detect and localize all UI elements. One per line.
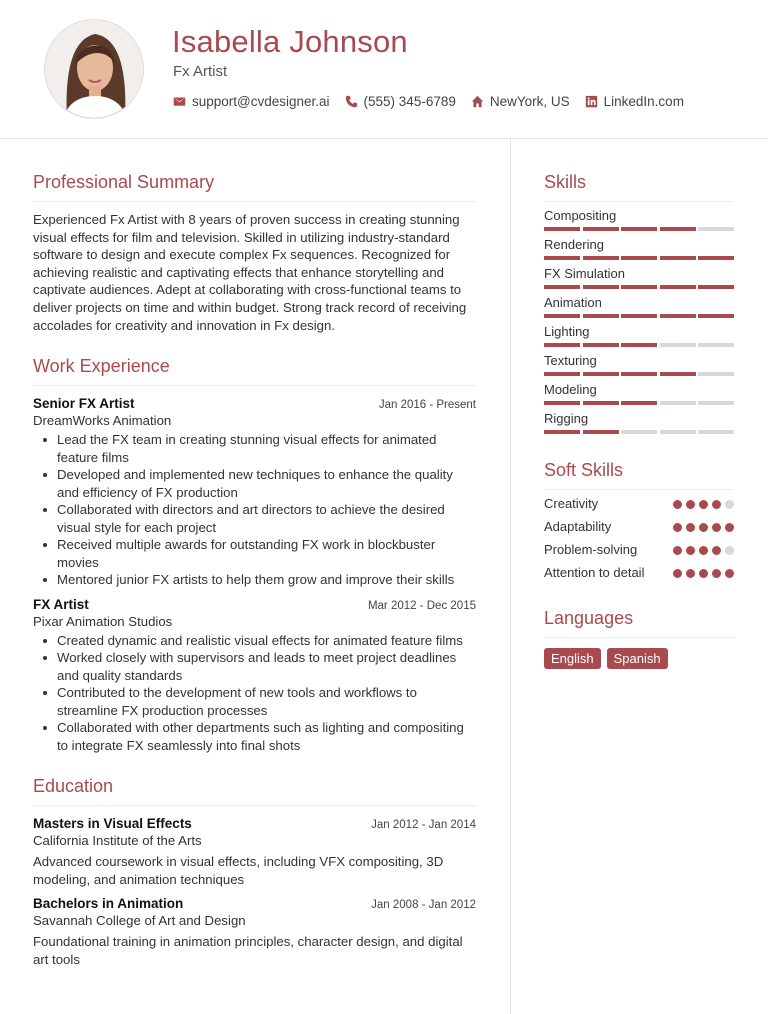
skill-level-segment xyxy=(583,285,619,289)
skill-level-segment xyxy=(621,343,657,347)
skill-level-segment xyxy=(583,314,619,318)
rating-dot xyxy=(686,500,695,509)
phone-icon xyxy=(345,95,358,108)
soft-skill-rating xyxy=(669,546,734,555)
education-entry xyxy=(33,896,476,968)
email-text[interactable]: support@cvdesigner.ai xyxy=(192,94,330,109)
email-icon xyxy=(173,95,186,108)
job-company: DreamWorks Animation xyxy=(33,413,172,429)
candidate-title: Fx Artist xyxy=(173,63,228,80)
rating-dot xyxy=(673,500,682,509)
rating-dot xyxy=(673,523,682,532)
rating-dot xyxy=(725,546,734,555)
skill-level-segment xyxy=(660,256,696,260)
job-bullet: Created dynamic and realistic visual effects for animated feature films xyxy=(33,632,476,650)
profile-photo xyxy=(44,19,144,119)
skill-level-segment xyxy=(698,314,734,318)
summary-heading: Professional Summary xyxy=(33,172,476,202)
skill-name: Animation xyxy=(544,295,602,310)
soft-skills-heading: Soft Skills xyxy=(544,460,734,490)
education-dates: Jan 2008 - Jan 2012 xyxy=(371,899,476,912)
experience-heading: Work Experience xyxy=(33,356,476,386)
languages-section xyxy=(544,608,734,669)
job-bullet: Received multiple awards for outstanding FX work in blockbuster movies xyxy=(33,536,476,571)
languages-heading: Languages xyxy=(544,608,734,638)
job-entry xyxy=(33,597,476,755)
skill-level-bar xyxy=(544,401,734,405)
skill-name: Lighting xyxy=(544,324,590,339)
skill-level-segment xyxy=(698,430,734,434)
skill-name: Compositing xyxy=(544,208,617,223)
skill-level-bar xyxy=(544,285,734,289)
skill-level-segment xyxy=(698,256,734,260)
rating-dot xyxy=(699,546,708,555)
job-bullet: Worked closely with supervisors and leads to meet project deadlines and quality standards xyxy=(33,649,476,684)
skill-level-segment xyxy=(698,401,734,405)
education-school: California Institute of the Arts xyxy=(33,833,202,849)
skill-level-segment xyxy=(544,372,580,376)
rating-dot xyxy=(673,569,682,578)
job-bullets xyxy=(33,431,476,589)
rating-dot xyxy=(725,500,734,509)
contact-info xyxy=(173,94,699,109)
education-entry xyxy=(33,816,476,888)
soft-skill-item xyxy=(544,518,734,536)
skill-level-bar xyxy=(544,343,734,347)
soft-skills-list xyxy=(544,495,734,582)
skill-level-segment xyxy=(583,227,619,231)
skill-name: Rendering xyxy=(544,237,604,252)
candidate-name: Isabella Johnson xyxy=(172,24,408,59)
skill-level-segment xyxy=(660,401,696,405)
skill-level-segment xyxy=(698,372,734,376)
job-role: Senior FX Artist xyxy=(33,396,135,412)
skills-list xyxy=(544,208,734,434)
location-text: NewYork, US xyxy=(489,94,570,109)
skill-level-segment xyxy=(660,285,696,289)
contact-email[interactable] xyxy=(173,94,330,109)
rating-dot xyxy=(712,546,721,555)
languages-list xyxy=(544,648,734,669)
skill-level-segment xyxy=(621,227,657,231)
rating-dot xyxy=(686,523,695,532)
column-divider xyxy=(510,139,511,1014)
job-bullet: Lead the FX team in creating stunning visual effects for animated feature films xyxy=(33,431,476,466)
skill-level-segment xyxy=(621,401,657,405)
language-tag: Spanish xyxy=(607,648,668,669)
skill-item xyxy=(544,382,734,405)
skill-item xyxy=(544,266,734,289)
job-company: Pixar Animation Studios xyxy=(33,613,173,629)
skill-level-segment xyxy=(583,401,619,405)
skill-item xyxy=(544,353,734,376)
skill-level-segment xyxy=(660,430,696,434)
skill-level-bar xyxy=(544,256,734,260)
experience-section xyxy=(33,356,476,754)
summary-section xyxy=(33,172,476,334)
job-dates: Mar 2012 - Dec 2015 xyxy=(367,599,476,612)
skill-item xyxy=(544,324,734,347)
language-tag: English xyxy=(544,648,601,669)
skill-level-segment xyxy=(621,256,657,260)
soft-skill-name: Problem-solving xyxy=(544,542,638,557)
rating-dot xyxy=(725,569,734,578)
education-dates: Jan 2012 - Jan 2014 xyxy=(371,819,476,832)
skill-level-segment xyxy=(621,430,657,434)
skill-level-segment xyxy=(544,401,580,405)
skill-level-segment xyxy=(544,256,580,260)
job-bullet: Contributed to the development of new tools and workflows to streamline FX production processes xyxy=(33,684,476,719)
job-bullet: Mentored junior FX artists to help them grow and improve their skills xyxy=(33,571,476,589)
soft-skill-name: Creativity xyxy=(544,496,599,511)
skill-item xyxy=(544,208,734,231)
soft-skill-name: Adaptability xyxy=(544,519,612,534)
skill-level-segment xyxy=(544,343,580,347)
rating-dot xyxy=(673,546,682,555)
linkedin-text[interactable]: LinkedIn.com xyxy=(603,94,684,109)
job-bullet: Collaborated with directors and art directors to achieve the desired visual style for each project xyxy=(33,501,476,536)
education-degree: Masters in Visual Effects xyxy=(33,816,192,832)
home-icon xyxy=(471,95,484,108)
skill-level-segment xyxy=(660,372,696,376)
job-dates: Jan 2016 - Present xyxy=(378,399,476,412)
skill-name: Texturing xyxy=(544,353,597,368)
resume-header xyxy=(0,0,768,139)
skill-level-segment xyxy=(660,343,696,347)
rating-dot xyxy=(699,569,708,578)
skill-level-segment xyxy=(544,227,580,231)
skill-level-segment xyxy=(698,343,734,347)
soft-skill-item xyxy=(544,495,734,513)
skills-heading: Skills xyxy=(544,172,734,202)
linkedin-icon xyxy=(585,95,598,108)
job-bullets xyxy=(33,632,476,755)
education-heading: Education xyxy=(33,776,476,806)
skill-level-segment xyxy=(621,372,657,376)
skill-name: Modeling xyxy=(544,382,597,397)
soft-skill-item xyxy=(544,541,734,559)
education-school: Savannah College of Art and Design xyxy=(33,913,246,929)
contact-linkedin[interactable] xyxy=(585,94,684,109)
skill-level-bar xyxy=(544,372,734,376)
job-entry xyxy=(33,396,476,589)
soft-skill-rating xyxy=(669,523,734,532)
rating-dot xyxy=(686,569,695,578)
soft-skill-rating xyxy=(669,500,734,509)
skills-section xyxy=(544,172,734,434)
skill-name: Rigging xyxy=(544,411,589,426)
skill-level-segment xyxy=(660,227,696,231)
skill-level-segment xyxy=(544,285,580,289)
contact-phone[interactable] xyxy=(345,94,456,109)
soft-skill-rating xyxy=(669,569,734,578)
skill-level-segment xyxy=(621,285,657,289)
skill-level-segment xyxy=(544,430,580,434)
phone-text[interactable]: (555) 345-6789 xyxy=(363,94,456,109)
sidebar-column xyxy=(544,172,734,669)
soft-skills-section xyxy=(544,460,734,582)
skill-level-segment xyxy=(698,227,734,231)
skill-level-segment xyxy=(583,430,619,434)
contact-location xyxy=(471,94,570,109)
summary-text: Experienced Fx Artist with 8 years of proven success in creating stunning visual effects for film and television. Skilled in utilizing industry-standard software to design and execute complex Fx sequences. Recognized for achieving realistic and captivating effects that enhance storytelling and captivate audiences. Adept at collaborating with cross-functional teams to deliver projects on time and within budget. Strong track record of receiving accolades for creativity and innovation in Fx design. xyxy=(33,212,467,333)
skill-item xyxy=(544,295,734,318)
rating-dot xyxy=(712,569,721,578)
skill-item xyxy=(544,411,734,434)
skill-level-bar xyxy=(544,430,734,434)
rating-dot xyxy=(686,546,695,555)
skill-level-segment xyxy=(544,314,580,318)
skill-name: FX Simulation xyxy=(544,266,625,281)
skill-level-segment xyxy=(583,343,619,347)
profile-photo-image xyxy=(45,20,144,119)
soft-skill-name: Attention to detail xyxy=(544,565,645,580)
education-description: Advanced coursework in visual effects, including VFX compositing, 3D modeling, and animation techniques xyxy=(33,854,444,887)
skill-item xyxy=(544,237,734,260)
skill-level-segment xyxy=(583,372,619,376)
main-column xyxy=(33,172,476,968)
rating-dot xyxy=(712,523,721,532)
soft-skill-item xyxy=(544,564,734,582)
skill-level-segment xyxy=(660,314,696,318)
job-bullet: Developed and implemented new techniques to enhance the quality and efficiency of FX production xyxy=(33,466,476,501)
rating-dot xyxy=(699,523,708,532)
skill-level-bar xyxy=(544,227,734,231)
skill-level-segment xyxy=(621,314,657,318)
job-role: FX Artist xyxy=(33,596,89,612)
rating-dot xyxy=(699,500,708,509)
skill-level-segment xyxy=(583,256,619,260)
rating-dot xyxy=(725,523,734,532)
education-description: Foundational training in animation principles, character design, and digital art tools xyxy=(33,934,463,967)
skill-level-segment xyxy=(698,285,734,289)
rating-dot xyxy=(712,500,721,509)
job-bullet: Collaborated with other departments such as lighting and compositing to integrate FX seamlessly into final shots xyxy=(33,719,476,754)
skill-level-bar xyxy=(544,314,734,318)
education-section xyxy=(33,776,476,968)
education-degree: Bachelors in Animation xyxy=(33,896,184,912)
